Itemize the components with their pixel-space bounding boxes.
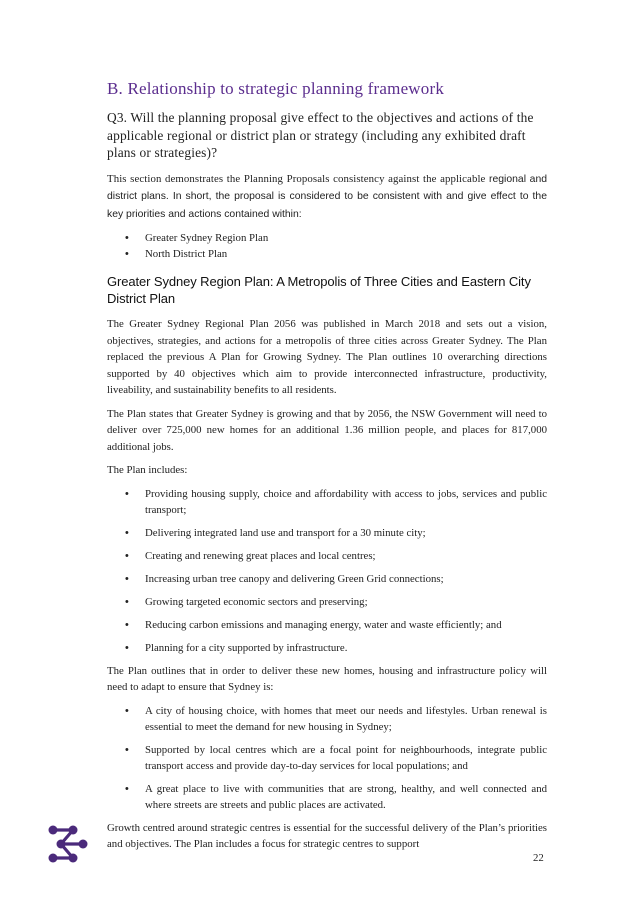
paragraph-growth: The Plan states that Greater Sydney is growing and that by 2056, the NSW Government will need to deliver over 725,000 new homes for an additional 1.36 million people, and places for 817,000 additional jobs. — [107, 407, 547, 453]
intro-part-1: This section demonstrates the Planning Proposals consistency against the applicable — [107, 172, 490, 185]
list-item: • Providing housing supply, choice and affordability with access to jobs, services and public transport; — [145, 486, 547, 518]
list-item: • A great place to live with communities that are strong, healthy, and well connected and where streets are streets and public places are activated. — [145, 781, 547, 813]
list-item: • A city of housing choice, with homes that meet our needs and lifestyles. Urban renewal is essential to meet the demand for new housing in Sydney; — [145, 703, 547, 735]
adapt-list — [107, 703, 547, 813]
list-item: • Planning for a city supported by infrastructure. — [145, 640, 547, 656]
list-item: • Reducing carbon emissions and managing energy, water and waste efficiently; and — [145, 617, 547, 633]
brand-logo-icon — [47, 824, 91, 864]
plans-list — [107, 230, 547, 262]
list-item: • Increasing urban tree canopy and delivering Green Grid connections; — [145, 571, 547, 587]
intro-paragraph — [107, 171, 547, 224]
includes-list — [107, 486, 547, 656]
list-item: • Greater Sydney Region Plan — [145, 230, 547, 246]
intro-part-2: regional and district plans. In short, the proposal is considered to be consistent with and give effect to the key priorities and actions contained within: — [107, 173, 548, 220]
paragraph-strategic-centres: Growth centred around strategic centres is essential for the successful delivery of the Plan’s priorities and objectives. The Plan includes a focus for strategic centres to support — [107, 821, 547, 850]
page-number: 22 — [533, 852, 544, 864]
subheading: Greater Sydney Region Plan: A Metropolis of Three Cities and Eastern City District Plan — [107, 274, 531, 306]
page-content — [107, 78, 547, 860]
list-item: • North District Plan — [145, 246, 547, 262]
paragraph-adapt: The Plan outlines that in order to deliver these new homes, housing and infrastructure policy will need to adapt to ensure that Sydney is: — [107, 664, 547, 693]
list-item: • Supported by local centres which are a focal point for neighbourhoods, integrate public transport access and provide day-to-day services for local populations; and — [145, 742, 547, 774]
question-heading: Q3. Will the planning proposal give effect to the objectives and actions of the applicable regional or district plan or strategy (including any exhibited draft plans or strategies)? — [107, 110, 534, 160]
list-item: • Creating and renewing great places and local centres; — [145, 548, 547, 564]
list-item: • Growing targeted economic sectors and preserving; — [145, 594, 547, 610]
list-item: • Delivering integrated land use and transport for a 30 minute city; — [145, 525, 547, 541]
section-heading: B. Relationship to strategic planning framework — [107, 79, 445, 98]
paragraph-plan-overview: The Greater Sydney Regional Plan 2056 was published in March 2018 and sets out a vision, objectives, strategies, and actions for a metropolis of three cities across Greater Sydney. The Plan replaced the previous A Plan for Growing Sydney. The Plan outlines 10 overarching directions supported by 40 objectives which aim to provide interconnected infrastructure, productivity, liveability, and sustainability benefits to all residents. — [107, 318, 547, 396]
includes-label: The Plan includes: — [107, 464, 188, 476]
